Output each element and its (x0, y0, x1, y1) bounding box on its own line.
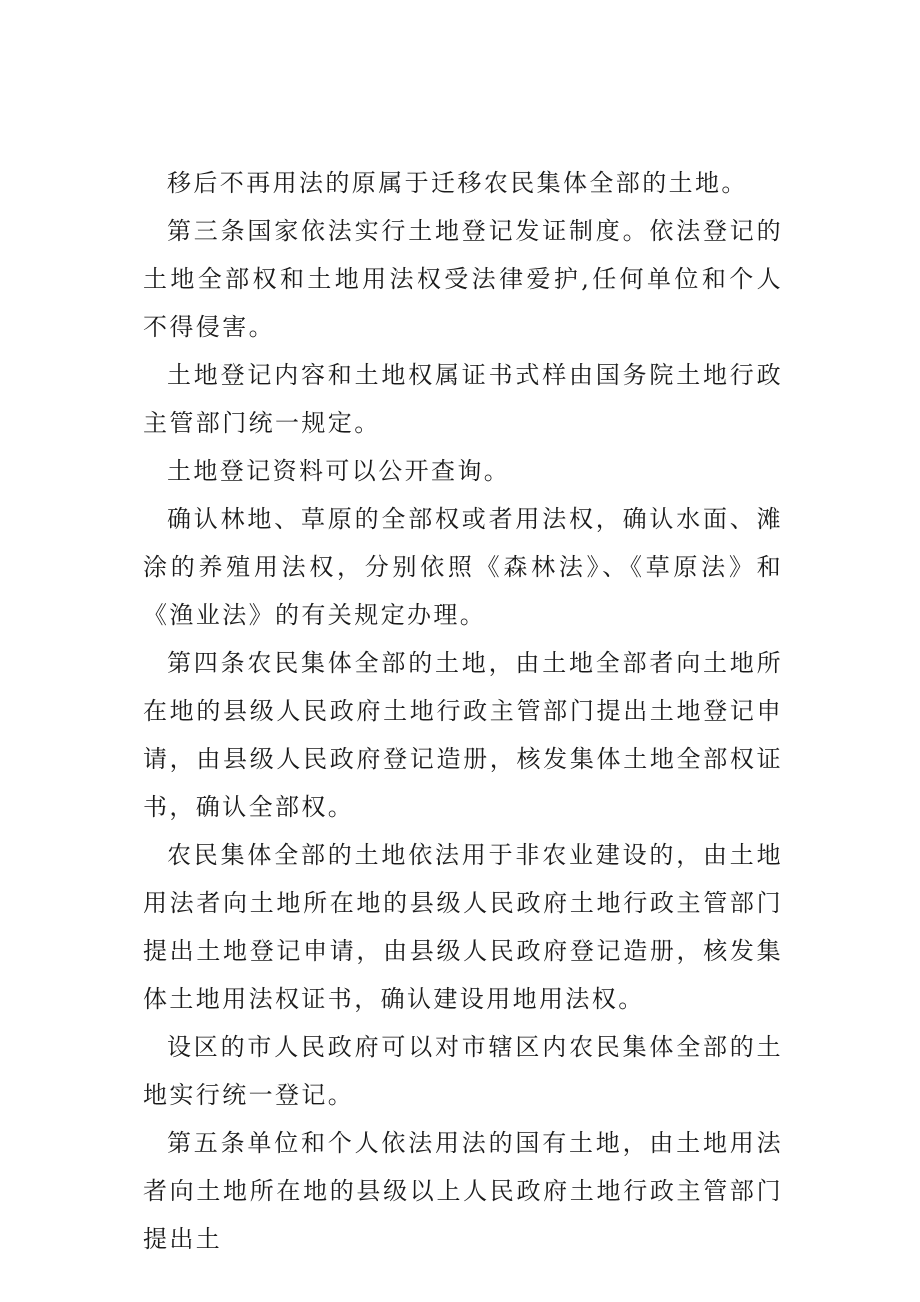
paragraph-9: 第五条单位和个人依法用法的国有土地，由土地用法者向土地所在地的县级以上人民政府土地行政主管部门提出土 (143, 1129, 783, 1253)
paragraph-3: 土地登记内容和土地权属证书式样由国务院土地行政主管部门统一规定。 (143, 361, 783, 437)
paragraph-8: 设区的市人民政府可以对市辖区内农民集体全部的土地实行统一登记。 (143, 1033, 783, 1109)
paragraph-6: 第四条农民集体全部的土地，由土地全部者向土地所在地的县级人民政府土地行政主管部门提出土地登记申请，由县级人民政府登记造册，核发集体土地全部权证书，确认全部权。 (143, 649, 783, 821)
paragraph-2: 第三条国家依法实行土地登记发证制度。依法登记的土地全部权和土地用法权受法律爱护,任何单位和个人不得侵害。 (143, 217, 783, 341)
paragraph-5: 确认林地、草原的全部权或者用法权，确认水面、滩涂的养殖用法权，分别依照《森林法》、《草原法》和《渔业法》的有关规定办理。 (143, 505, 783, 629)
paragraph-4: 土地登记资料可以公开查询。 (167, 457, 511, 485)
paragraph-1: 移后不再用法的原属于迁移农民集体全部的土地。 (167, 169, 748, 197)
paragraph-7: 农民集体全部的土地依法用于非农业建设的，由土地用法者向土地所在地的县级人民政府土地行政主管部门提出土地登记申请，由县级人民政府登记造册，核发集体土地用法权证书，确认建设用地用法权。 (143, 841, 783, 1013)
document-body (143, 159, 783, 1263)
